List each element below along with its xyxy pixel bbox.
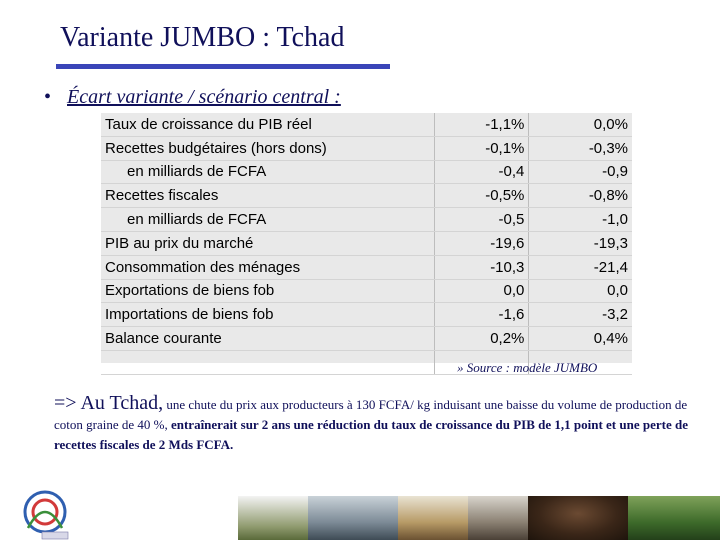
- row-label: Consommation des ménages: [101, 255, 434, 279]
- value-year2: -1,0: [529, 208, 632, 232]
- title-underline: [56, 64, 390, 69]
- row-label: Taux de croissance du PIB réel: [101, 113, 434, 136]
- value-year1: -0,5%: [434, 184, 529, 208]
- subtitle-line: [44, 86, 341, 109]
- value-year2: -21,4: [529, 255, 632, 279]
- row-label: PIB au prix du marché: [101, 231, 434, 255]
- results-table: [101, 113, 632, 375]
- row-label: Importations de biens fob: [101, 303, 434, 327]
- row-label: Recettes fiscales: [101, 184, 434, 208]
- value-year2: -0,8%: [529, 184, 632, 208]
- table-row: [101, 231, 632, 255]
- table-row: [101, 113, 632, 136]
- photo-building: [308, 496, 398, 540]
- table-row: [101, 208, 632, 232]
- footer-banner: [0, 478, 720, 540]
- value-year1: -0,1%: [434, 136, 529, 160]
- subtitle: Écart variante / scénario central :: [67, 86, 341, 108]
- table-row: [101, 327, 632, 351]
- value-year2: 0,0: [529, 279, 632, 303]
- dial-logo: [14, 488, 76, 540]
- slide-title: Variante JUMBO : Tchad: [60, 22, 345, 53]
- value-year2: 0,0%: [529, 113, 632, 136]
- row-label: en milliards de FCFA: [101, 208, 434, 232]
- value-year2: -19,3: [529, 231, 632, 255]
- row-label: Balance courante: [101, 327, 434, 351]
- value-year1: 0,2%: [434, 327, 529, 351]
- value-year1: 0,0: [434, 279, 529, 303]
- conclusion-emphasis: entraînerait sur 2 ans une réduction du taux de croissance du PIB de 1,1 point et une perte de recettes fiscales de 2 Mds FCFA.: [54, 417, 688, 452]
- value-year1: -19,6: [434, 231, 529, 255]
- value-year1: -0,4: [434, 160, 529, 184]
- table-row: [101, 255, 632, 279]
- table-row: [101, 136, 632, 160]
- table-row: [101, 303, 632, 327]
- bullet-icon: •: [44, 86, 52, 108]
- table-row: [101, 160, 632, 184]
- row-label: Recettes budgétaires (hors dons): [101, 136, 434, 160]
- value-year1: -0,5: [434, 208, 529, 232]
- value-year2: -0,3%: [529, 136, 632, 160]
- photo-field: [238, 496, 308, 540]
- table-row: [101, 184, 632, 208]
- value-year2: -0,9: [529, 160, 632, 184]
- conclusion-body: une chute du prix aux producteurs à 130 FCFA/ kg induisant une baisse du volume de production de coton graine de 40 %,: [54, 397, 688, 432]
- row-label: en milliards de FCFA: [101, 160, 434, 184]
- photo-road: [468, 496, 528, 540]
- value-year1: -1,1%: [434, 113, 529, 136]
- source-note: » Source : modèle JUMBO: [457, 360, 598, 375]
- value-year2: -3,2: [529, 303, 632, 327]
- row-label: [101, 350, 434, 374]
- value-year1: -1,6: [434, 303, 529, 327]
- row-label: Exportations de biens fob: [101, 279, 434, 303]
- results-table-container: [101, 113, 632, 363]
- photo-portrait: [528, 496, 628, 540]
- photo-strip: [238, 496, 720, 540]
- conclusion-lead: => Au Tchad,: [54, 392, 164, 414]
- value-year1: -10,3: [434, 255, 529, 279]
- photo-market: [398, 496, 468, 540]
- value-year2: 0,4%: [529, 327, 632, 351]
- table-row: [101, 279, 632, 303]
- conclusion-text: [54, 393, 690, 455]
- photo-crops: [628, 496, 720, 540]
